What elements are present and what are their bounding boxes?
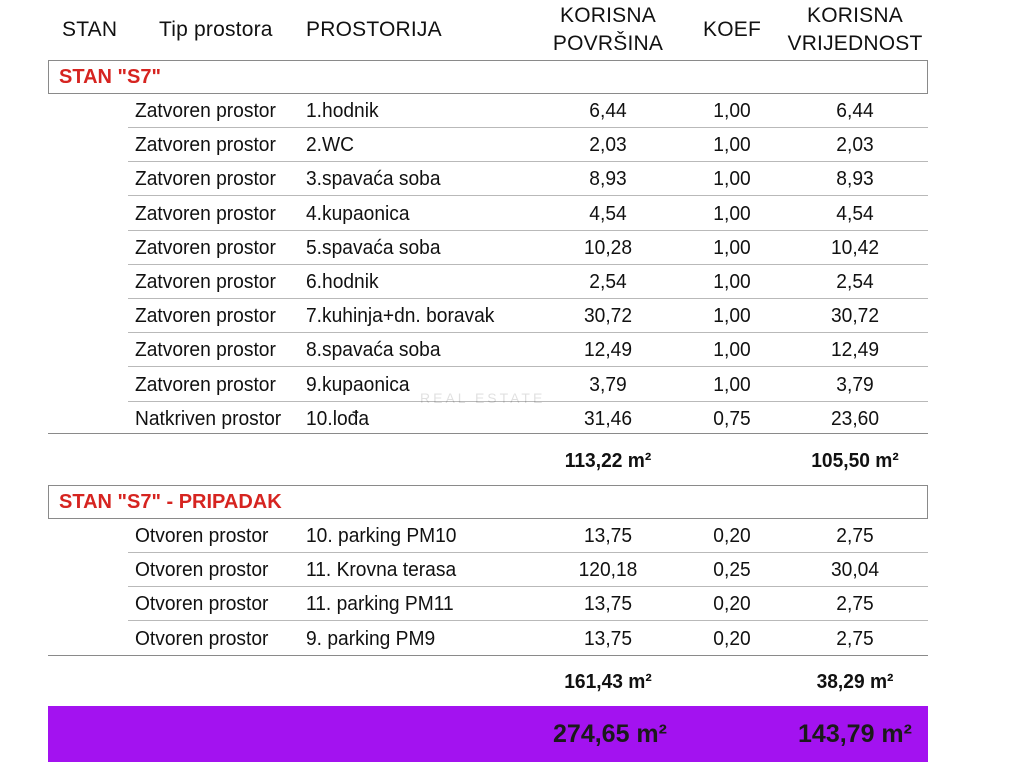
cell-korisna-povrsina: 13,75 xyxy=(583,627,633,650)
header-koef: KOEF xyxy=(703,18,761,41)
cell-prostorija: 11. parking PM11 xyxy=(306,593,454,616)
cell-prostorija: 7.kuhinja+dn. boravak xyxy=(306,305,495,328)
cell-korisna-povrsina: 4,54 xyxy=(589,202,627,225)
cell-tip-prostora: Otvoren prostor xyxy=(135,525,269,547)
watermark: REAL ESTATE xyxy=(420,390,546,406)
cell-prostorija: 2.WC xyxy=(306,134,354,157)
cell-prostorija: 5.spavaća soba xyxy=(306,236,441,259)
cell-korisna-vrijednost: 4,54 xyxy=(836,202,874,225)
table-row xyxy=(0,197,1024,231)
header-prostorija: PROSTORIJA xyxy=(306,18,442,41)
cell-korisna-vrijednost: 2,75 xyxy=(836,593,874,616)
cell-prostorija: 9. parking PM9 xyxy=(306,627,436,650)
table-row xyxy=(0,299,1024,333)
table-row xyxy=(0,94,1024,128)
header-korisna-vrijednost-line1: KORISNA xyxy=(807,4,903,27)
cell-tip-prostora: Zatvoren prostor xyxy=(135,134,276,157)
section-title: STAN "S7" xyxy=(59,66,161,88)
grand-total-povrsina: 274,65 m² xyxy=(553,720,667,748)
header-tip-prostora: Tip prostora xyxy=(159,18,273,41)
cell-tip-prostora: Zatvoren prostor xyxy=(135,168,276,191)
cell-koef: 0,25 xyxy=(713,559,751,582)
cell-korisna-vrijednost: 30,04 xyxy=(830,559,880,582)
cell-prostorija: 3.spavaća soba xyxy=(306,168,441,191)
table-row xyxy=(0,162,1024,196)
cell-tip-prostora: Otvoren prostor xyxy=(135,627,269,650)
cell-prostorija: 10. parking PM10 xyxy=(306,525,457,547)
cell-korisna-vrijednost: 12,49 xyxy=(830,339,880,362)
cell-korisna-vrijednost: 2,75 xyxy=(836,525,874,547)
cell-koef: 1,00 xyxy=(713,168,751,191)
cell-prostorija: 11. Krovna terasa xyxy=(306,559,457,582)
cell-korisna-povrsina: 3,79 xyxy=(589,373,627,396)
table-row xyxy=(0,622,1024,656)
cell-korisna-vrijednost: 2,75 xyxy=(836,627,874,650)
section-stan-s7 xyxy=(48,60,928,94)
cell-korisna-vrijednost: 3,79 xyxy=(836,373,874,396)
cell-korisna-povrsina: 120,18 xyxy=(578,559,638,582)
cell-koef: 1,00 xyxy=(713,100,751,122)
section2-total-povrsina: 161,43 m² xyxy=(564,671,652,693)
cell-koef: 1,00 xyxy=(713,236,751,259)
cell-koef: 0,20 xyxy=(713,627,751,650)
section2-total-divider xyxy=(48,655,928,656)
cell-korisna-povrsina: 2,03 xyxy=(589,134,627,157)
section1-total-divider xyxy=(48,433,928,434)
cell-koef: 1,00 xyxy=(713,202,751,225)
cell-prostorija: 9.kupaonica xyxy=(306,373,410,396)
cell-koef: 1,00 xyxy=(713,305,751,328)
cell-korisna-vrijednost: 10,42 xyxy=(830,236,880,259)
cell-koef: 1,00 xyxy=(713,339,751,362)
header-korisna-povrsina-line1: KORISNA xyxy=(560,4,656,27)
cell-prostorija: 8.spavaća soba xyxy=(306,339,441,362)
header-korisna-povrsina-line2: POVRŠINA xyxy=(552,32,664,55)
cell-prostorija: 4.kupaonica xyxy=(306,202,410,225)
cell-tip-prostora: Otvoren prostor xyxy=(135,593,269,616)
table-row xyxy=(0,587,1024,621)
cell-prostorija: 6.hodnik xyxy=(306,271,379,293)
table-row xyxy=(0,402,1024,436)
cell-prostorija: 1.hodnik xyxy=(306,100,379,122)
table-row xyxy=(0,128,1024,162)
cell-korisna-povrsina: 31,46 xyxy=(583,407,633,430)
cell-tip-prostora: Zatvoren prostor xyxy=(135,373,276,396)
cell-tip-prostora: Zatvoren prostor xyxy=(135,305,276,328)
cell-korisna-vrijednost: 6,44 xyxy=(836,100,874,122)
cell-koef: 0,20 xyxy=(713,525,751,547)
cell-korisna-povrsina: 13,75 xyxy=(583,593,633,616)
cell-korisna-vrijednost: 30,72 xyxy=(830,305,880,328)
header-stan: STAN xyxy=(62,18,118,41)
cell-koef: 1,00 xyxy=(713,373,751,396)
table-row xyxy=(0,231,1024,265)
cell-tip-prostora: Natkriven prostor xyxy=(135,407,282,430)
cell-korisna-povrsina: 13,75 xyxy=(583,525,633,547)
cell-tip-prostora: Zatvoren prostor xyxy=(135,202,276,225)
grand-total-vrijednost: 143,79 m² xyxy=(798,720,912,748)
cell-korisna-povrsina: 12,49 xyxy=(583,339,633,362)
cell-koef: 0,75 xyxy=(713,407,751,430)
cell-koef: 1,00 xyxy=(713,134,751,157)
cell-tip-prostora: Zatvoren prostor xyxy=(135,271,276,293)
cell-korisna-vrijednost: 23,60 xyxy=(830,407,880,430)
cell-korisna-povrsina: 10,28 xyxy=(583,236,633,259)
section-stan-s7-pripadak xyxy=(48,485,928,519)
cell-tip-prostora: Otvoren prostor xyxy=(135,559,269,582)
header-korisna-vrijednost-line2: VRIJEDNOST xyxy=(787,32,923,55)
cell-koef: 0,20 xyxy=(713,593,751,616)
cell-korisna-vrijednost: 8,93 xyxy=(836,168,874,191)
table-row xyxy=(0,265,1024,299)
section2-total-vrijednost: 38,29 m² xyxy=(816,671,894,693)
table-row xyxy=(0,333,1024,367)
cell-korisna-vrijednost: 2,54 xyxy=(836,271,874,293)
section1-total-vrijednost: 105,50 m² xyxy=(811,450,899,472)
cell-tip-prostora: Zatvoren prostor xyxy=(135,236,276,259)
table-row xyxy=(0,519,1024,553)
section1-total-povrsina: 113,22 m² xyxy=(564,450,652,472)
table-row xyxy=(0,553,1024,587)
cell-prostorija: 10.lođa xyxy=(306,407,369,430)
cell-tip-prostora: Zatvoren prostor xyxy=(135,100,276,122)
section-title: STAN "S7" - PRIPADAK xyxy=(59,491,282,513)
cell-koef: 1,00 xyxy=(713,271,751,293)
cell-tip-prostora: Zatvoren prostor xyxy=(135,339,276,362)
cell-korisna-povrsina: 6,44 xyxy=(589,100,627,122)
cell-korisna-vrijednost: 2,03 xyxy=(836,134,874,157)
cell-korisna-povrsina: 8,93 xyxy=(589,168,627,191)
cell-korisna-povrsina: 2,54 xyxy=(589,271,627,293)
cell-korisna-povrsina: 30,72 xyxy=(583,305,633,328)
